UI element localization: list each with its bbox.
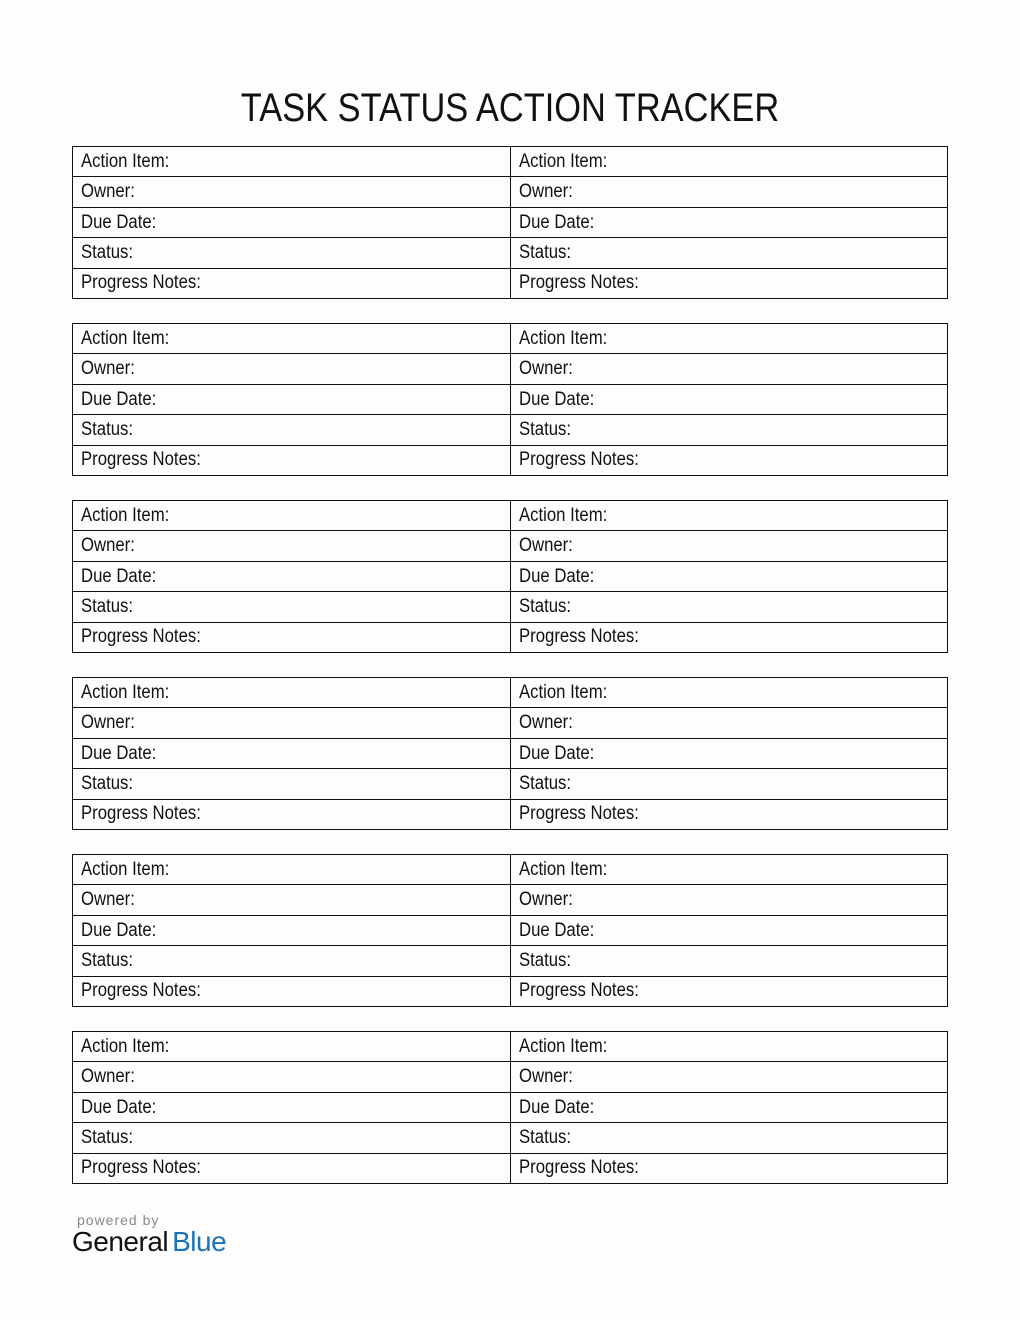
field-row[interactable] [73,1032,510,1061]
page-title: TASK STATUS ACTION TRACKER [240,86,780,130]
brand-general: General [72,1226,169,1257]
field-label: Status: [81,949,134,971]
tracker-tables [72,146,948,1208]
field-label: Due Date: [518,211,594,233]
field-label: Due Date: [518,565,594,587]
field-row[interactable] [73,384,510,414]
field-label: Status: [518,241,571,263]
field-row[interactable] [73,945,510,975]
field-label: Action Item: [518,150,607,172]
brand-logo [72,1226,226,1258]
field-label: Due Date: [81,388,157,410]
field-row[interactable] [511,561,948,591]
field-row[interactable] [73,1153,510,1183]
field-label: Owner: [81,712,135,734]
field-label: Status: [81,1126,134,1148]
field-row[interactable] [73,530,510,560]
field-label: Progress Notes: [81,803,201,825]
field-row[interactable] [73,501,510,530]
field-label: Due Date: [518,388,594,410]
field-label: Due Date: [81,919,157,941]
field-row[interactable] [73,855,510,884]
field-label: Due Date: [81,565,157,587]
field-label: Owner: [518,535,573,557]
field-row[interactable] [73,324,510,353]
field-label: Status: [518,949,571,971]
field-row[interactable] [511,324,948,353]
field-row[interactable] [511,147,948,176]
field-label: Owner: [81,358,135,380]
field-label: Due Date: [518,919,594,941]
field-label: Action Item: [518,504,607,526]
field-row[interactable] [511,384,948,414]
field-label: Due Date: [81,1096,157,1118]
field-row[interactable] [73,799,510,829]
field-row[interactable] [73,1122,510,1152]
field-row[interactable] [511,799,948,829]
field-row[interactable] [73,268,510,298]
field-label: Owner: [518,181,573,203]
action-column-right [510,501,948,652]
field-label: Due Date: [518,742,594,764]
field-row[interactable] [511,678,948,707]
field-label: Status: [81,595,134,617]
field-row[interactable] [73,445,510,475]
field-label: Action Item: [518,681,607,703]
action-column-right [510,1032,948,1183]
field-row[interactable] [511,1122,948,1152]
field-label: Owner: [518,358,573,380]
field-row[interactable] [511,855,948,884]
action-column-left [73,1032,510,1183]
action-column-left [73,147,510,298]
field-label: Status: [518,595,571,617]
action-column-left [73,501,510,652]
field-row[interactable] [511,353,948,383]
field-label: Status: [518,1126,571,1148]
field-row[interactable] [511,530,948,560]
field-row[interactable] [511,1061,948,1091]
field-label: Progress Notes: [81,272,201,294]
field-label: Progress Notes: [518,272,639,294]
field-label: Owner: [518,712,573,734]
field-label: Progress Notes: [518,1157,639,1179]
field-label: Status: [81,772,134,794]
field-row[interactable] [73,591,510,621]
field-label: Action Item: [518,327,607,349]
field-label: Progress Notes: [81,626,201,648]
field-label: Progress Notes: [81,1157,201,1179]
field-label: Progress Notes: [518,626,639,648]
field-label: Owner: [518,1066,573,1088]
field-row[interactable] [511,884,948,914]
field-row[interactable] [73,353,510,383]
field-label: Progress Notes: [518,980,639,1002]
field-row[interactable] [73,237,510,267]
field-row[interactable] [511,414,948,444]
field-label: Due Date: [81,211,157,233]
field-label: Owner: [81,889,135,911]
field-row[interactable] [511,237,948,267]
footer-logo [72,1212,226,1258]
field-label: Status: [81,418,134,440]
field-label: Progress Notes: [81,980,201,1002]
action-column-left [73,324,510,475]
field-label: Owner: [81,535,135,557]
field-row[interactable] [73,176,510,206]
field-label: Progress Notes: [518,803,639,825]
field-label: Due Date: [81,742,157,764]
field-label: Action Item: [81,504,170,526]
field-row[interactable] [73,207,510,237]
action-column-right [510,678,948,829]
field-row[interactable] [511,268,948,298]
action-column-right [510,147,948,298]
field-row[interactable] [511,176,948,206]
field-row[interactable] [73,1092,510,1122]
field-row[interactable] [73,884,510,914]
field-row[interactable] [511,1092,948,1122]
field-row[interactable] [73,915,510,945]
field-label: Status: [518,418,571,440]
field-row[interactable] [73,1061,510,1091]
field-row[interactable] [73,768,510,798]
field-label: Action Item: [81,150,170,172]
field-label: Action Item: [81,681,170,703]
field-label: Owner: [518,889,573,911]
field-row[interactable] [511,445,948,475]
field-row[interactable] [511,768,948,798]
field-row[interactable] [511,945,948,975]
field-row[interactable] [511,707,948,737]
field-label: Owner: [81,181,135,203]
field-label: Status: [518,772,571,794]
action-block [72,1031,948,1184]
field-row[interactable] [73,738,510,768]
action-column-right [510,324,948,475]
brand-blue: Blue [172,1226,227,1257]
field-row[interactable] [511,1153,948,1183]
field-row[interactable] [73,147,510,176]
field-label: Action Item: [518,1035,607,1057]
action-column-left [73,678,510,829]
action-block [72,323,948,476]
action-block [72,500,948,653]
powered-by-text: powered by [77,1212,160,1228]
field-row[interactable] [511,1032,948,1061]
field-row[interactable] [73,678,510,707]
field-label: Action Item: [81,327,170,349]
field-label: Status: [81,241,134,263]
field-label: Progress Notes: [81,449,201,471]
field-row[interactable] [511,738,948,768]
field-row[interactable] [73,414,510,444]
field-row[interactable] [73,622,510,652]
field-row[interactable] [73,976,510,1006]
field-row[interactable] [511,591,948,621]
action-column-left [73,855,510,1006]
field-row[interactable] [511,915,948,945]
field-label: Action Item: [81,858,170,880]
field-label: Due Date: [518,1096,594,1118]
action-block [72,146,948,299]
field-row[interactable] [73,707,510,737]
field-label: Action Item: [81,1035,170,1057]
field-label: Action Item: [518,858,607,880]
action-block [72,677,948,830]
action-column-right [510,855,948,1006]
action-block [72,854,948,1007]
field-row[interactable] [511,622,948,652]
field-label: Owner: [81,1066,135,1088]
field-row[interactable] [511,976,948,1006]
field-row[interactable] [73,561,510,591]
field-label: Progress Notes: [518,449,639,471]
field-row[interactable] [511,207,948,237]
field-row[interactable] [511,501,948,530]
